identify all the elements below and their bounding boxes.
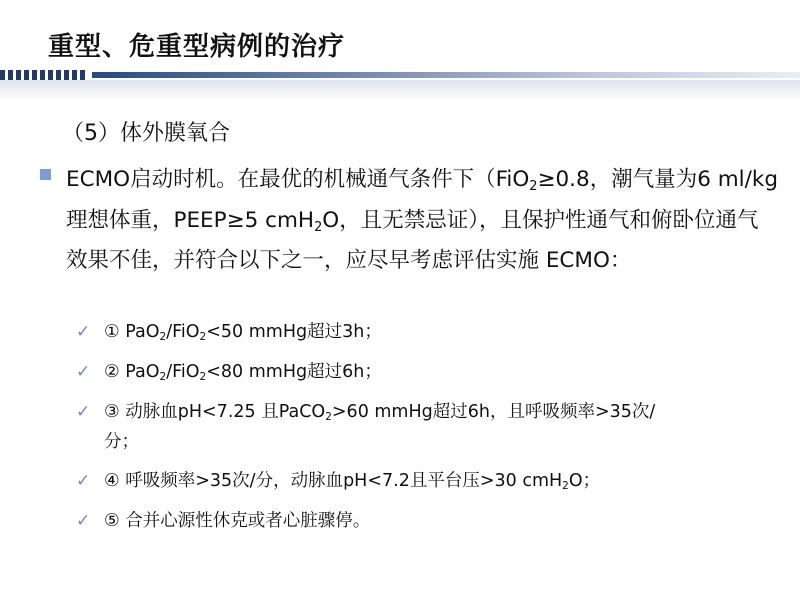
gradient-rule [92, 72, 800, 78]
checkmark-icon: ✓ [76, 471, 91, 491]
checkmark-icon: ✓ [76, 402, 91, 422]
criterion-item: ✓ ④ 呼吸频率>35次/分，动脉血pH<7.2且平台压>30 cmH$_2$O； [104, 466, 600, 496]
checkmark-icon: ✓ [76, 322, 91, 342]
criterion-item: ✓ ① PaO$_2$/FiO$_2$<50 mmHg超过3h； [104, 317, 382, 347]
slide-title: 重型、危重型病例的治疗 [48, 32, 346, 62]
criterion-item: ✓ ② PaO$_2$/FiO$_2$<80 mmHg超过6h； [104, 357, 382, 387]
checkmark-icon: ✓ [76, 511, 91, 531]
dotted-bar [0, 70, 88, 80]
gradient-shadow [0, 80, 800, 102]
square-bullet-icon [40, 169, 51, 180]
checkmark-icon: ✓ [76, 362, 91, 382]
section-subheading: （5）体外膜氧合 [62, 121, 230, 146]
criterion-item: ✓ ⑤ 合并心源性休克或者心脏骤停。 [104, 506, 370, 536]
criterion-item: ✓ ③ 动脉血pH<7.25 且PaCO$_2$>60 mmHg超过6h，且呼吸频率>35次/ 分； [104, 397, 655, 457]
title-divider [0, 70, 800, 80]
main-bullet-text: ECMO启动时机。在最优的机械通气条件下（FiO$_2$≥0.8，潮气量为6 ml/kg理想体重，PEEP≥5 cmH$_2$O，且无禁忌证），且保护性通气和俯卧位通气效果不佳，并符合以下之一，应尽早考虑评估实施 ECMO： [66, 167, 778, 273]
